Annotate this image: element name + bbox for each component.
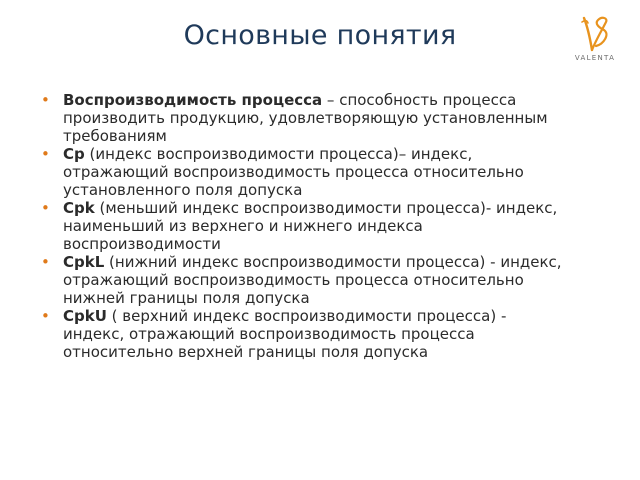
list-item — [34, 199, 614, 253]
valenta-monogram-icon — [580, 14, 610, 54]
definition-text: требованиям — [63, 127, 167, 145]
logo-wordmark: VALENTA — [574, 54, 616, 62]
definition-text: (индекс воспроизводимости процесса)– индекс, — [84, 145, 473, 163]
bullet-dot-icon: • — [41, 91, 50, 109]
definition-text: (нижний индекс воспроизводимости процесса) - индекс, — [104, 253, 562, 271]
definition-text: установленного поля допуска — [63, 181, 303, 199]
definitions-list — [34, 91, 614, 361]
list-item — [34, 253, 614, 307]
list-item — [34, 307, 614, 361]
definition-text: воспроизводимости — [63, 235, 221, 253]
bullet-dot-icon: • — [41, 253, 50, 271]
list-item — [34, 145, 614, 199]
definition-text: ( верхний индекс воспроизводимости процесса) - — [106, 307, 507, 325]
definition-text: отражающий воспроизводимость процесса относительно — [63, 163, 524, 181]
slide-title: Основные понятия — [183, 20, 457, 51]
term-label: CpkL — [63, 253, 105, 271]
definition-text: индекс, отражающий воспроизводимость процесса — [63, 325, 475, 343]
definition-text: наименьший из верхнего и нижнего индекса — [63, 217, 423, 235]
definition-text: производить продукцию, удовлетворяющую установленным — [63, 109, 548, 127]
term-label: Воспроизводимость процесса — [63, 91, 323, 109]
bullet-dot-icon: • — [41, 307, 50, 325]
definition-text: – способность процесса — [322, 91, 517, 109]
term-label: CpkU — [63, 307, 107, 325]
definition-text: относительно верхней границы поля допуска — [63, 343, 429, 361]
company-logo — [566, 14, 624, 64]
list-item — [34, 91, 614, 145]
definition-text: (меньший индекс воспроизводимости процесса)- индекс, — [94, 199, 558, 217]
term-label: Cp — [63, 145, 85, 163]
bullet-dot-icon: • — [41, 145, 50, 163]
definition-text: отражающий воспроизводимость процесса относительно — [63, 271, 524, 289]
definition-text: нижней границы поля допуска — [63, 289, 310, 307]
bullet-dot-icon: • — [41, 199, 50, 217]
term-label: Cpk — [63, 199, 95, 217]
